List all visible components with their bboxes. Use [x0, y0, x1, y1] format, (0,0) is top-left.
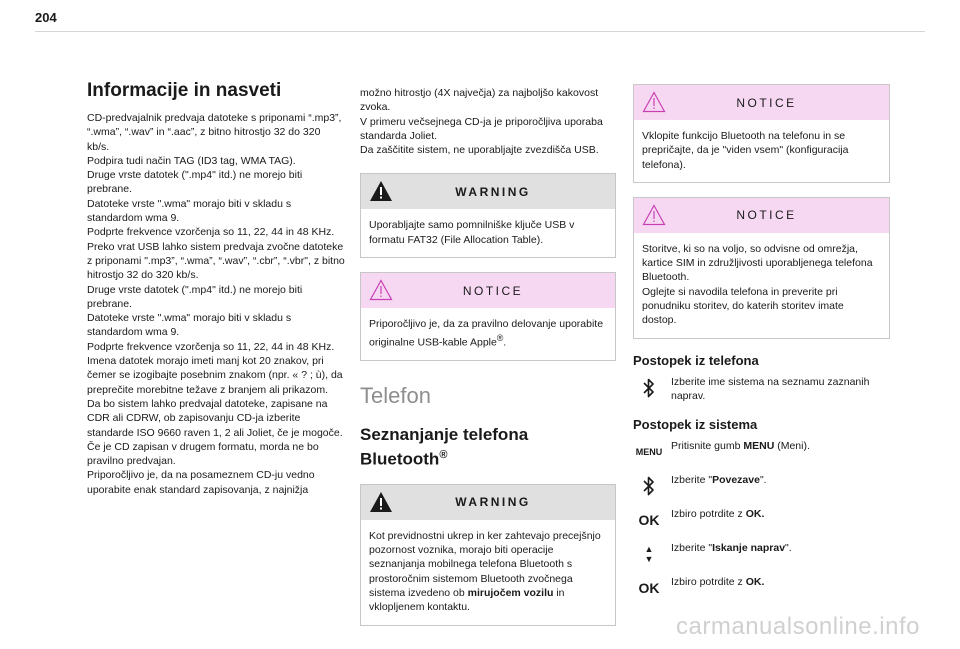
notice-text [361, 308, 615, 360]
notice-text-main: Priporočljivo je, da za pravilno delovanje uporabite originalne USB-kable Apple [369, 318, 604, 349]
step-text-bold: OK. [745, 508, 765, 521]
pairing-heading-text: Seznanjanje telefona Bluetooth [360, 425, 529, 469]
watermark: carmanualsonline.info [676, 613, 920, 640]
step-text [671, 508, 764, 520]
notice-box-visibility [633, 84, 890, 183]
step-text-bold: OK. [745, 576, 765, 589]
warning-box-usb [360, 173, 616, 258]
telefon-heading: Telefon [360, 383, 431, 409]
warning-text-c: in vklopljenem kontaktu. [369, 587, 565, 614]
ok-symbol: OK [638, 512, 660, 529]
notice-header [634, 198, 889, 233]
warning-triangle-icon [369, 491, 393, 513]
section-title: Informacije in nasveti [87, 80, 282, 101]
bluetooth-icon [633, 473, 665, 499]
column-1 [87, 80, 345, 497]
notice-label: NOTICE [736, 208, 797, 223]
warning-box-pairing [360, 484, 616, 626]
step-text-bold: MENU [743, 440, 775, 453]
header-rule [35, 31, 925, 32]
step-text [671, 440, 810, 452]
phone-step-text: Izberite ime sistema na seznamu zaznanih naprav. [671, 375, 870, 402]
notice-header [634, 85, 889, 120]
page-number: 204 [35, 10, 57, 25]
warning-label: WARNING [455, 495, 531, 510]
notice-box-services [633, 197, 890, 339]
warning-header [361, 485, 615, 520]
warning-text: Uporabljajte samo pomnilniške ključe USB v formatu FAT32 (File Allocation Table). [369, 219, 575, 246]
notice-triangle-icon [642, 91, 666, 113]
notice-text: Storitve, ki so na voljo, so odvisne od omrežja, kartice SIM in združljivosti uporabljenega telefona Bluetooth. Oglejte si navodila telefona in preverite pri ponudniku storitev, do katerih storitev imate dostop. [642, 242, 873, 327]
menu-symbol: MENU [635, 447, 663, 458]
column-2 [360, 86, 616, 640]
bluetooth-icon [633, 375, 665, 401]
notice-triangle-icon [642, 204, 666, 226]
notice-text: Vklopite funkcijo Bluetooth na telefonu in se prepričajte, da je "viden vsem" (konfiguracija telefona). [642, 130, 849, 171]
column-3 [633, 84, 890, 609]
notice-label: NOTICE [736, 95, 797, 110]
step-text [671, 576, 764, 588]
step-text [671, 474, 767, 486]
notice-box-apple [360, 272, 616, 361]
step-text-c: ". [785, 542, 792, 555]
up-down-arrows-icon: ▲ ▼ [644, 544, 654, 565]
warning-text-a: Kot previdnostni ukrep in ker zahtevajo precejšnjo pozornost voznika, morajo biti operacije seznanjanja mobilnega telefona Bluetooth s prostoročnim sistemom Bluetooth zvočnega sistema izvedeno ob [369, 529, 601, 600]
warning-header [361, 174, 615, 209]
step-text-a: Pritisnite gumb [671, 440, 744, 453]
info-body-text: CD-predvajalnik predvaja datoteke s priponami “.mp3”, “.wma”, “.wav” in “.aac”, z bitno hitrostjo 32 do 320 kb/s. Podpira tudi način TAG (ID3 tag, WMA TAG). Druge vrste datotek (".mp4" itd.) ne morejo biti prebrane. Datoteke vrste ".wma" morajo biti v skladu s standardom wma 9. Podprte frekvence vzorčenja so 11, 22, 44 in 48 KHz. Preko vrat USB lahko sistem predvaja zvočne datoteke z priponami ".mp3”, “.wma”, “.wav”, “.cbr”, “.vbr", z bitno hitrostjo 32 do 320 kb/s. Druge vrste datotek (".mp4" itd.) ne morejo biti prebrane. Datoteke vrste ".wma" morajo biti v skladu s standardom wma 9. Podprte frekvence vzorčenja so 11, 22, 44 in 48 KHz. Imena datotek morajo imeti manj kot 20 znakov, pri čemer se izogibajte posebnim znakom (npr. « ? ; ù), da preprečite morebitne težave z branjem ali prikazom. Da bo sistem lahko predvajal datoteke, zapisane na CDR ali CDRW, ob zapisovanju CD-ja izberite standarde ISO 9660 raven 1, 2 ali Joliet, če je mogoče. Če je CD zapisan v drugem formatu, morda ne bo pravilno predvajan. Priporočljivo je, da na posameznem CD-ju vedno uporabite enak standard zapisovanja, z najnižja [87, 112, 345, 496]
step-text-a: Izberite " [671, 542, 713, 555]
phone-procedure-heading: Postopek iz telefona [633, 352, 759, 368]
pairing-heading [360, 425, 616, 470]
info-body-continued: možno hitrostjo (4X največja) za najboljšo kakovost zvoka. V primeru večsejnega CD-ja je priporočljiva uporaba standarda Joliet. Da zaščitite sistem, ne uporabljajte zvezdišča USB. [360, 87, 603, 157]
system-step-1 [633, 439, 890, 465]
step-text-a: Izbiro potrdite z [671, 508, 746, 521]
pairing-heading-reg: ® [439, 449, 448, 462]
system-step-2 [633, 473, 890, 499]
notice-text-end: . [503, 336, 507, 349]
notice-header [361, 273, 615, 308]
step-text-c: (Meni). [774, 440, 810, 453]
warning-text [361, 520, 615, 625]
warning-triangle-icon [369, 180, 393, 202]
ok-symbol: OK [638, 580, 660, 597]
step-text [671, 542, 792, 554]
notice-label: NOTICE [462, 283, 524, 298]
phone-step [633, 375, 890, 404]
step-text-a: Izbiro potrdite z [671, 576, 746, 589]
system-step-3 [633, 507, 890, 533]
step-text-a: Izberite " [671, 474, 713, 487]
system-procedure-heading: Postopek iz sistema [633, 417, 758, 433]
system-step-4 [633, 541, 890, 567]
step-text-bold: Povezave [712, 474, 760, 487]
notice-triangle-icon [369, 279, 393, 301]
step-text-bold: Iskanje naprav [712, 542, 786, 555]
warning-text-bold: mirujočem vozilu [467, 587, 554, 600]
warning-label: WARNING [455, 184, 531, 199]
step-text-c: ". [759, 474, 767, 487]
system-step-5 [633, 575, 890, 601]
registered-mark: ® [496, 333, 504, 344]
